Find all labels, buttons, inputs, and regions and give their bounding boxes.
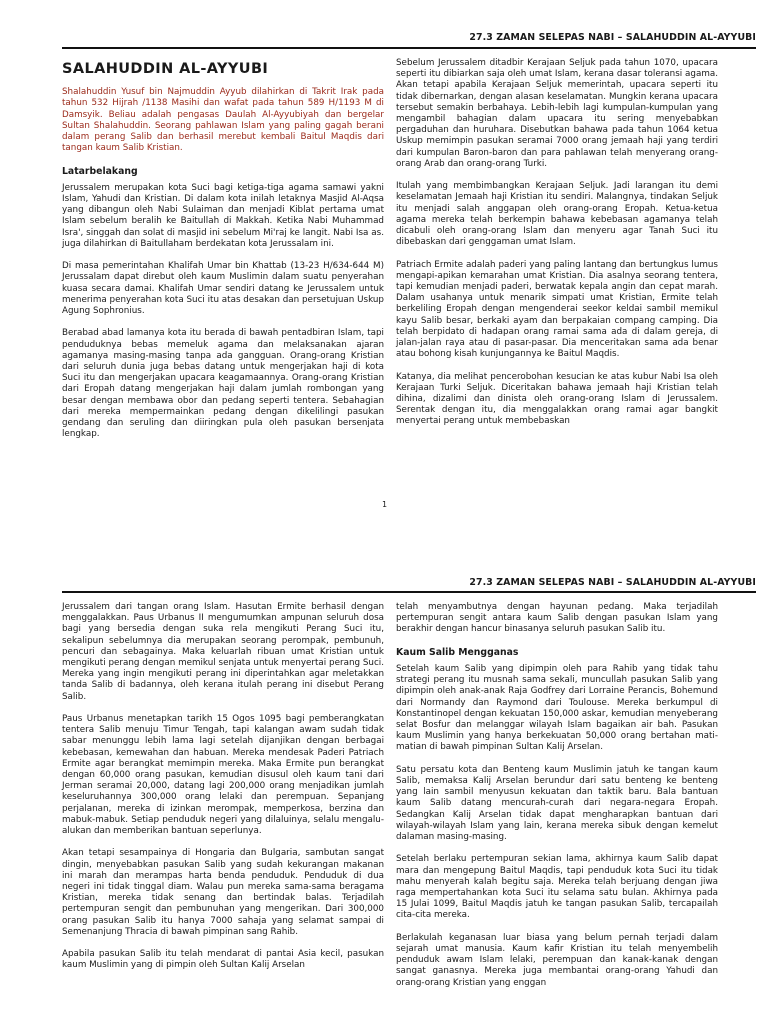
right-column bbox=[396, 602, 718, 1000]
paragraph: Paus Urbanus menetapkan tarikh 15 Ogos 1095 bagi pemberangkatan tentera Salib menuju Timur Tengah, tapi kalangan awam sudah tidak sabar menunggu lebih lama lagi setelah dijanjikan dengan berbagai kebebasan, kemewahan dan habuan. Mereka mendesak Paderi Patriach Ermite agar berangkat memimpin mereka. Maka Ermite pun berangkat dengan 60,000 orang pasukan, kemudian disusul oleh kaum tani dari Jerman seramai 20,000, datang lagi 200,000 orang menjadikan jumlah keseluruhannya 300,000 orang lelaki dan perempuan. Sepanjang perjalanan, mereka di izinkan merompak, memperkosa, berzina dan mabuk-mabuk. Setiap penduduk negeri yang dilaluinya, selalu mengalu-alukan dan memberikan bantuan seperlunya. bbox=[62, 714, 384, 837]
paragraph: Patriach Ermite adalah paderi yang paling lantang dan bertungkus lumus mengapi-apikan kemarahan umat Kristian. Dia asalnya seorang tentera, tapi kemudian menjadi paderi, berwatak kepala angin dan cepat marah. Dalam usahanya untuk menarik simpati umat Kristian, Ermite telah berkeliling Eropah dengan mengenderai seekor keldai sambil memikul kayu Salib besar, berkaki ayam dan berpakaian compang camping. Dia telah berpidato di hadapan orang ramai sama ada di dalam gereja, di jalan-jalan raya atau di pasar-pasar. Dia menceritakan sama ada benar atau bohong kisah kunjungannya ke Baitul Maqdis. bbox=[396, 259, 718, 360]
page-title: SALAHUDDIN AL-AYYUBI bbox=[62, 61, 269, 77]
left-column bbox=[62, 60, 384, 452]
paragraph: Jerussalem dari tangan orang Islam. Hasutan Ermite berhasil dengan menggalakkan. Paus Urbanus II mengumumkan ampunan seluruh dosa bagi yang bersedia dengan suka rela mengikuti Perang Suci itu, sekalipun sebelumnya dia merupakan seorang perompak, pembunuh, pencuri dan sebagainya. Maka keluarlah ribuan umat Kristian untuk mengikuti perang dengan memikul senjata untuk menyertai perang Suci. Mereka yang ingin mengikuti perang ini diperintahkan agar meletakkan tanda Salib di badannya, oleh kerana itulah perang ini disebut Perang Salib. bbox=[62, 602, 384, 702]
page-gap bbox=[0, 520, 768, 560]
section-heading-latarbelakang: Latarbelakang bbox=[62, 165, 138, 177]
right-column bbox=[396, 58, 718, 439]
paragraph: Jerussalem merupakan kota Suci bagi ketiga-tiga agama samawi yakni Islam, Yahudi dan Kristian. Di dalam kota inilah letaknya Masjid Al-Aqsa yang dibangun oleh Nabi Sulaiman dan menjadi Kiblat pertama umat Islam sebelum beralih ke Baitullah di Makkah. Ketika Nabi Muhammad Isra', singgah dan solat di masjid ini sebelum Mi'raj ke langit. Nabi Isa as. juga dilahirkan di Baitullaham berdekatan kota Jerussalam ini. bbox=[62, 182, 384, 249]
page-number: 1 bbox=[382, 500, 388, 509]
paragraph: Berabad abad lamanya kota itu berada di bawah pentadbiran Islam, tapi penduduknya bebas memeluk agama dan melaksanakan ajaran agamanya masing-masing tanpa ada gangguan. Orang-orang Kristian dari seluruh dunia juga bebas datang untuk mengerjakan haji di kota Suci itu dan mengerjakan upacara keagamaannya. Orang-orang Kristian dari Eropah datang mengerjakan haji dalam jumlah rombongan yang besar dengan membawa obor dan pedang seperti tentera. Sebahagian dari mereka mempermainkan pedang dengan dikelilingi pasukan gendang dan seruling dan diiringkan pula oleh pasukan bersenjata lengkap. bbox=[62, 328, 384, 440]
header-rule bbox=[62, 47, 756, 49]
paragraph: Setelah berlaku pertempuran sekian lama, akhirnya kaum Salib dapat mara dan mengepung Baitul Maqdis, tapi penduduk kota Suci itu tidak mahu menyerah kalah begitu saja. Mereka telah berjuang dengan jiwa raga mempertahankan kota Suci itu selama satu bulan. Akhirnya pada 15 Julai 1099, Baitul Maqdis jatuh ke tangan pasukan Salib, tercapailah cita-cita mereka. bbox=[396, 854, 718, 921]
paragraph: telah menyambutnya dengan hayunan pedang. Maka terjadilah pertempuran sengit antara kaum Salib dengan pasukan Islam yang berakhir dengan hancur binasanya seluruh pasukan Salib itu. bbox=[396, 602, 718, 635]
running-header: 27.3 ZAMAN SELEPAS NABI – SALAHUDDIN AL-AYYUBI bbox=[469, 32, 756, 43]
paragraph: Sebelum Jerussalem ditadbir Kerajaan Seljuk pada tahun 1070, upacara seperti itu dibiarkan saja oleh umat Islam, kerana dasar toleransi agama. Akan tetapi apabila Kerajaan Seljuk memerintah, upacara seperti itu tidak dibernarkan, dengan alasan keselamatan. Mungkin kerana upacara tersebut semakin berbahaya. Lebih-lebih lagi kumpulan-kumpulan yang mengambil bahagian dalam upacara itu sering menyebabkan pergaduhan dan huruhara. Disebutkan bahawa pada tahun 1064 ketua Uskup memimpin pasukan seramai 7000 orang jemaah haji yang terdiri dari kumpulan Baron-baron dan para pahlawan telah menyerang orang-orang Arab dan orang-orang Turki. bbox=[396, 58, 718, 169]
paragraph: Itulah yang membimbangkan Kerajaan Seljuk. Jadi larangan itu demi keselamatan Jemaah haji Kristian itu sendiri. Malangnya, tindakan Seljuk itu menjadi salah anggapan oleh orang-orang Eropah. Ketua-ketua agama mereka telah berkempin bahawa kebebasan agamanya telah dicabuli oleh orang-orang Islam dan menyeru agar Tanah Suci itu dibebaskan dari genggaman umat Islam. bbox=[396, 181, 718, 248]
paragraph: Katanya, dia melihat pencerobohan kesucian ke atas kubur Nabi Isa oleh Kerajaan Turki Seljuk. Diceritakan bahawa jemaah haji Kristian telah dihina, dizalimi dan dinista oleh orang-orang Islam di Jerussalem. Serentak dengan itu, dia menggalakkan orang ramai agar bangkit menyertai perang untuk membebaskan bbox=[396, 371, 718, 427]
left-column bbox=[62, 602, 384, 983]
paragraph: Setelah kaum Salib yang dipimpin oleh para Rahib yang tidak tahu strategi perang itu musnah sama sekali, muncullah pasukan Salib yang dipimpin oleh anak-anak Raja Godfrey dari Lorraine Perancis, Bohemund dari Normandy dan Raymond dari Toulouse. Mereka berkumpul di Konstantinopel dengan kekuatan 150,000 askar, kemudian menyeberang selat Bosfur dan melanggar wilayah Islam bagaikan air bah. Pasukan kaum Muslimin yang hanya berkekuatan 50,000 orang bertahan mati-matian di bawah pimpinan Sultan Kalij Arselan. bbox=[396, 664, 718, 753]
document-page-2 bbox=[0, 560, 768, 1024]
running-header: 27.3 ZAMAN SELEPAS NABI – SALAHUDDIN AL-AYYUBI bbox=[469, 577, 756, 588]
intro-paragraph: Shalahuddin Yusuf bin Najmuddin Ayyub dilahirkan di Takrit Irak pada tahun 532 Hijrah /1138 Masihi dan wafat pada tahun 589 H/1193 M di Damsyik. Beliau adalah pengasas Daulah Al-Ayyubiyah dan bergelar Sultan Shalahuddin. Seorang pahlawan Islam yang paling gagah berani dalam perang Salib dan berhasil merebut kembali Baitul Maqdis dari tangan kaum Salib Kristian. bbox=[62, 87, 384, 154]
paragraph: Berlakulah keganasan luar biasa yang belum pernah terjadi dalam sejarah umat manusia. Kaum kafir Kristian itu telah menyembelih penduduk awam Islam lelaki, perempuan dan kanak-kanak dengan sangat ganasnya. Mereka juga membantai orang-orang Yahudi dan orang-orang Kristian yang enggan bbox=[396, 932, 718, 988]
paragraph: Satu persatu kota dan Benteng kaum Muslimin jatuh ke tangan kaum Salib, memaksa Kalij Arselan berundur dari satu benteng ke benteng yang lain sambil menyusun kekuatan dan taktik baru. Bala bantuan kaum Salib datang mencurah-curah dari negara-negara Eropah. Sedangkan Kalij Arselan tidak dapat mengharapkan bantuan dari wilayah-wilayah Islam yang lain, kerana mereka sibuk dengan kemelut dalaman masing-masing. bbox=[396, 764, 718, 843]
paragraph: Apabila pasukan Salib itu telah mendarat di pantai Asia kecil, pasukan kaum Muslimin yang di pimpin oleh Sultan Kalij Arselan bbox=[62, 949, 384, 971]
header-rule bbox=[62, 591, 756, 593]
paragraph: Di masa pemerintahan Khalifah Umar bin Khattab (13-23 H/634-644 M) Jerussalam dapat direbut oleh kaum Muslimin dalam suatu penyerahan kuasa secara damai. Khalifah Umar sendiri datang ke Jerussalem untuk menerima penyerahan kota Suci itu atas desakan dan persetujuan Uskup Agung Sophronius. bbox=[62, 261, 384, 317]
paragraph: Akan tetapi sesampainya di Hongaria dan Bulgaria, sambutan sangat dingin, menyebabkan pasukan Salib yang sudah kekurangan makanan ini marah dan merampas harta benda penduduk. Penduduk di dua negeri ini tidak tinggal diam. Walau pun mereka sama-sama beragama Kristian, mereka tidak senang dan bertindak balas. Terjadilah pertempuran sengit dan pembunuhan yang mengerikan. Dari 300,000 orang pasukan Salib itu hanya 7000 sahaja yang selamat sampai di Semenanjung Thracia di bawah pimpinan sang Rahib. bbox=[62, 848, 384, 937]
section-heading-kaum-salib: Kaum Salib Mengganas bbox=[396, 646, 519, 658]
